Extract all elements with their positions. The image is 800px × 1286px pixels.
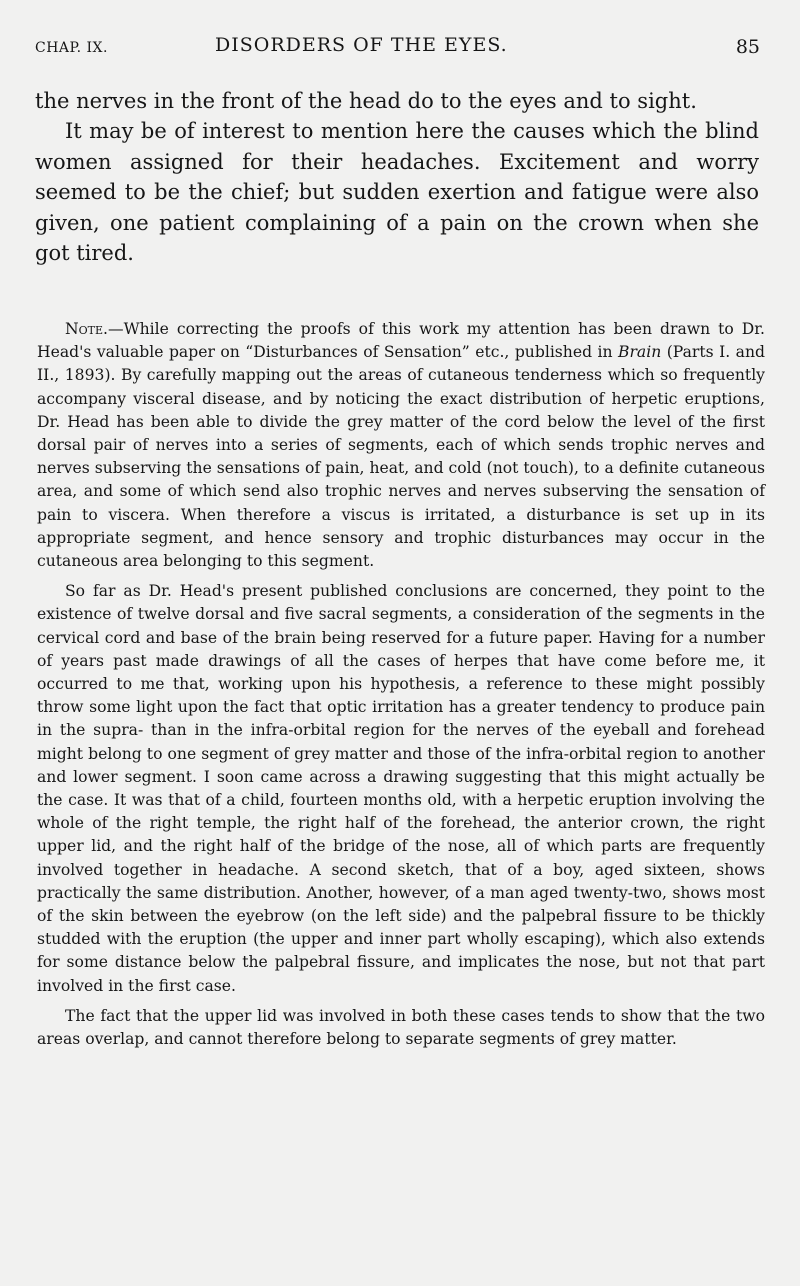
main-paragraph: the nerves in the front of the head do to the eyes and to sight. (35, 89, 697, 113)
page-number: 85 (735, 36, 760, 58)
chapter-title: DISORDERS OF THE EYES. (215, 34, 508, 56)
note-paragraph (37, 318, 765, 573)
note-text: —While correcting the proofs of this work my attention has been drawn to Dr. Head's valuable paper on “Disturbances of Sensation” etc., published in (37, 320, 765, 362)
note-paragraph: The fact that the upper lid was involved in both these cases tends to show that the two areas overlap, and cannot therefore belong to separate segments of grey matter. (37, 1006, 765, 1049)
main-paragraph: It may be of interest to mention here the causes which the blind women assigned for their headaches. Excitement and worry seemed to be the chief; but sudden exertion and fatigue were also given, one patient complaining of a pain on the crown when she got tired. (35, 119, 759, 266)
chapter-label: CHAP. IX. (35, 40, 108, 56)
journal-title: Brain (618, 343, 662, 362)
note-text: (Parts I. and II., 1893). By carefully mapping out the areas of cutaneous tenderness which so frequently accompany visceral disease, and by noticing the exact distribution of herpetic eruptions, Dr. Head has been able to divide the grey matter of the cord below the level of the first dorsal pair of nerves into a series of segments, each of which sends trophic nerves and nerves subserving the sensations of pain, heat, and cold (not touch), to a definite cutaneous area, and some of which send also trophic nerves and nerves subserving the sensation of pain to viscera. When therefore a viscus is irritated, a disturbance is set up in its appropriate segment, and hence sensory and trophic disturbances may occur in the cutaneous area belonging to this segment. (37, 343, 765, 571)
footnote-block (37, 318, 765, 1058)
note-paragraph: So far as Dr. Head's present published conclusions are concerned, they point to the existence of twelve dorsal and five sacral segments, a consideration of the segments in the cervical cord and base of the brain being reserved for a future paper. Having for a number of years past made drawings of all the cases of herpes that have come before me, it occurred to me that, working upon his hypothesis, a reference to these might possibly throw some light upon the fact that optic irritation has a greater tendency to produce pain in the supra- than in the infra-orbital region for the nerves of the eyeball and forehead might belong to one segment of grey matter and those of the infra-orbital region to another and lower segment. I soon came across a drawing suggesting that this might actually be the case. It was that of a child, fourteen months old, with a herpetic eruption involving the whole of the right temple, the right half of the forehead, the anterior crown, the right upper lid, and the right half of the bridge of the nose, all of which parts are frequently involved together in headache. A second sketch, that of a boy, aged sixteen, shows practically the same distribution. Another, however, of a man aged twenty-two, shows most of the skin between the eyebrow (on the left side) and the palpebral fissure to be thickly studded with the eruption (the upper and inner part wholly escaping), which also extends for some distance below the palpebral fissure, and implicates the nose, but not that part involved in the first case. (37, 582, 765, 995)
main-text (35, 86, 759, 268)
note-label: Note. (65, 320, 108, 338)
running-head (35, 34, 760, 64)
